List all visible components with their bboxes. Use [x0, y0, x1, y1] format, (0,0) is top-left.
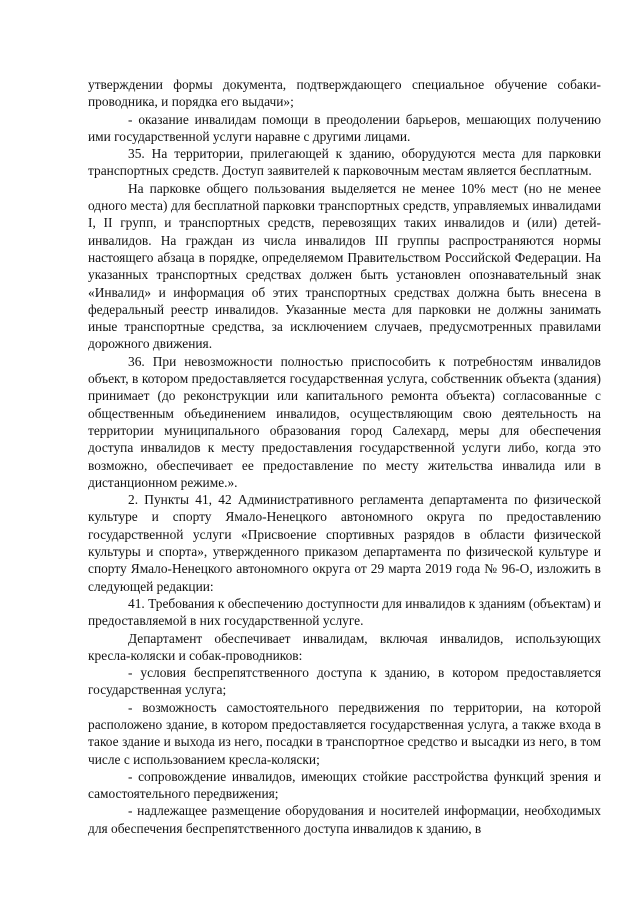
paragraph-department-provides: Департамент обеспечивает инвалидам, включая инвалидов, использующих кресла-коляски и собак-проводников: — [88, 630, 601, 663]
paragraph-2-amendments: 2. Пункты 41, 42 Административного регламента департамента по физической культуре и спорту Ямало-Ненецкого автономного округа по предоставлению государственной услуги «Присвоение спортивных разрядов в области физической культуры и спорта», утвержденного приказом департамента по физической культуре и спорту Ямало-Ненецкого автономного округа от 29 марта 2019 года № 96-О, изложить в следующей редакции: — [88, 492, 601, 594]
list-item-access-conditions: - условия беспрепятственного доступа к зданию, в котором предоставляется государственная услуга; — [88, 665, 601, 698]
list-item-equipment-placement: - надлежащее размещение оборудования и носителей информации, необходимых для обеспечения беспрепятственного доступа инвалидов к зданию, в — [88, 803, 601, 836]
paragraph-parking-quota: На парковке общего пользования выделяется не менее 10% мест (но не менее одного места) для бесплатной парковки транспортных средств, управляемых инвалидами I, II групп, и транспортных средств, перевозящих таких инвалидов и (или) детей-инвалидов. На граждан из числа инвалидов III группы распространяются нормы настоящего абзаца в порядке, определяемом Правительством Российской Федерации. На указанных транспортных средствах должен быть установлен опознавательный знак «Инвалид» и информация об этих транспортных средствах должна быть внесена в федеральный реестр инвалидов. Указанные места для парковки не должны занимать иные транспортные средства, за исключением случаев, предусмотренных правилами дорожного движения. — [88, 180, 601, 352]
paragraph-41-requirements: 41. Требования к обеспечению доступности для инвалидов к зданиям (объектам) и предоставляемой в них государственной услуге. — [88, 595, 601, 629]
list-item-escort: - сопровождение инвалидов, имеющих стойкие расстройства функций зрения и самостоятельного передвижения; — [88, 768, 601, 802]
document-page — [88, 76, 601, 837]
paragraph-assistance-item: - оказание инвалидам помощи в преодолении барьеров, мешающих получению ими государственной услуги наравне с другими лицами. — [88, 111, 601, 144]
list-item-independent-movement: - возможность самостоятельного передвижения по территории, на которой расположено здание, в котором предоставляется государственная услуга, а также входа в такое здание и выхода из него, посадки в транспортное средство и высадки из него, в том числе с использованием кресла-коляски; — [88, 699, 601, 767]
paragraph-36-accessibility: 36. При невозможности полностью приспособить к потребностям инвалидов объект, в котором предоставляется государственная услуга, собственник объекта (здания) принимает (до реконструкции или капитального ремонта объекта) согласованные с общественным объединением инвалидов, осуществляющим свою деятельность на территории муниципального образования город Салехард, меры для обеспечения доступа инвалидов к месту предоставления государственной услуги либо, когда это возможно, обеспечивает ее предоставление по месту жительства инвалида или в дистанционном режиме.». — [88, 353, 601, 490]
paragraph-35-parking: 35. На территории, прилегающей к зданию, оборудуются места для парковки транспортных средств. Доступ заявителей к парковочным местам является бесплатным. — [88, 146, 601, 179]
paragraph-continuation: утверждении формы документа, подтверждающего специальное обучение собаки-проводника, и порядка его выдачи»; — [88, 77, 601, 110]
